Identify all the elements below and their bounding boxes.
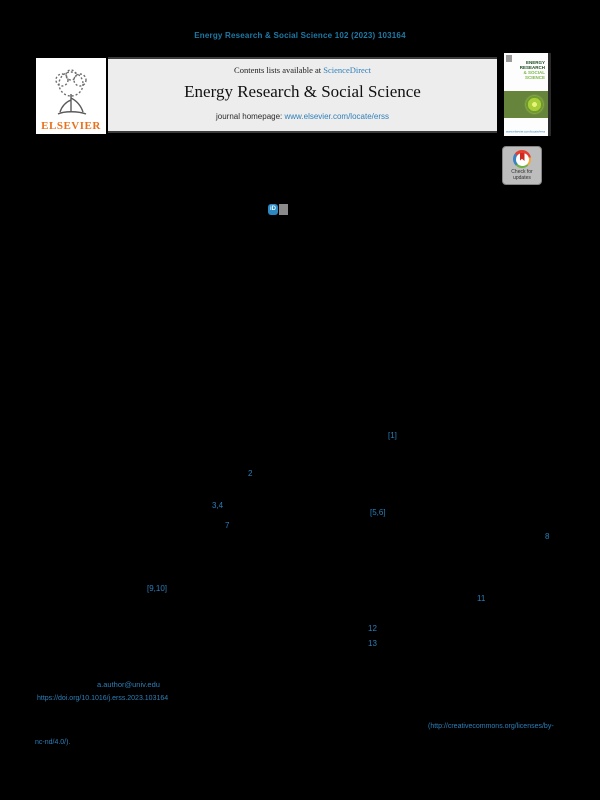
citation-link[interactable]: [5,6] bbox=[370, 508, 386, 517]
contents-line bbox=[108, 65, 497, 75]
doi-link[interactable]: https://doi.org/10.1016/j.erss.2023.103164 bbox=[37, 695, 169, 702]
crossmark-ring-icon bbox=[513, 150, 531, 168]
contents-line-prefix: Contents lists available at bbox=[234, 65, 324, 75]
sciencedirect-link[interactable]: ScienceDirect bbox=[323, 65, 371, 75]
citation-link[interactable]: [9,10] bbox=[147, 584, 168, 593]
homepage-line-prefix: journal homepage: bbox=[216, 112, 285, 121]
journal-header-box bbox=[108, 57, 497, 133]
cover-green-band bbox=[504, 91, 548, 118]
cover-footer-url: www.elsevier.com/locate/erss bbox=[506, 129, 546, 133]
cover-title-line: ENERGY bbox=[525, 60, 545, 65]
citation-link[interactable]: 7 bbox=[225, 521, 230, 530]
citation-link[interactable]: [1] bbox=[388, 431, 397, 440]
citation-link[interactable]: 13 bbox=[368, 639, 377, 648]
cover-title-line: SCIENCE bbox=[524, 75, 545, 80]
corresponding-author-email-link[interactable]: a.author@univ.edu bbox=[97, 680, 160, 689]
journal-title: Energy Research & Social Science bbox=[184, 82, 421, 101]
cc-license-link-continuation[interactable]: nc-nd/4.0/). bbox=[35, 739, 71, 746]
citation-link[interactable]: 8 bbox=[545, 532, 550, 541]
cover-title-line: RESEARCH bbox=[519, 65, 545, 70]
elsevier-logo[interactable] bbox=[36, 58, 106, 134]
citation-link[interactable]: 3,4 bbox=[212, 501, 224, 510]
journal-homepage-link[interactable]: www.elsevier.com/locate/erss bbox=[284, 112, 389, 121]
cover-title bbox=[520, 60, 545, 80]
check-updates-label: Check for updates bbox=[511, 169, 533, 181]
citation-link[interactable]: 2 bbox=[248, 469, 253, 478]
check-for-updates-badge[interactable] bbox=[502, 146, 542, 185]
author-orcid-icon[interactable]: iD bbox=[268, 204, 288, 216]
cover-starburst-icon bbox=[526, 96, 543, 113]
citation-link[interactable]: 12 bbox=[368, 624, 377, 633]
elsevier-tree-icon bbox=[50, 68, 92, 118]
homepage-line bbox=[108, 112, 497, 121]
elsevier-wordmark: ELSEVIER bbox=[41, 120, 101, 132]
citation-link[interactable]: 11 bbox=[477, 594, 486, 603]
cover-mini-logo-icon bbox=[506, 55, 512, 62]
journal-cover-thumbnail[interactable] bbox=[504, 53, 551, 136]
running-head-citation: Energy Research & Social Science 102 (2023) 103164 bbox=[194, 31, 406, 40]
cover-title-line: & SOCIAL bbox=[523, 70, 545, 75]
cc-license-link[interactable]: (http://creativecommons.org/licenses/by- bbox=[428, 723, 554, 730]
